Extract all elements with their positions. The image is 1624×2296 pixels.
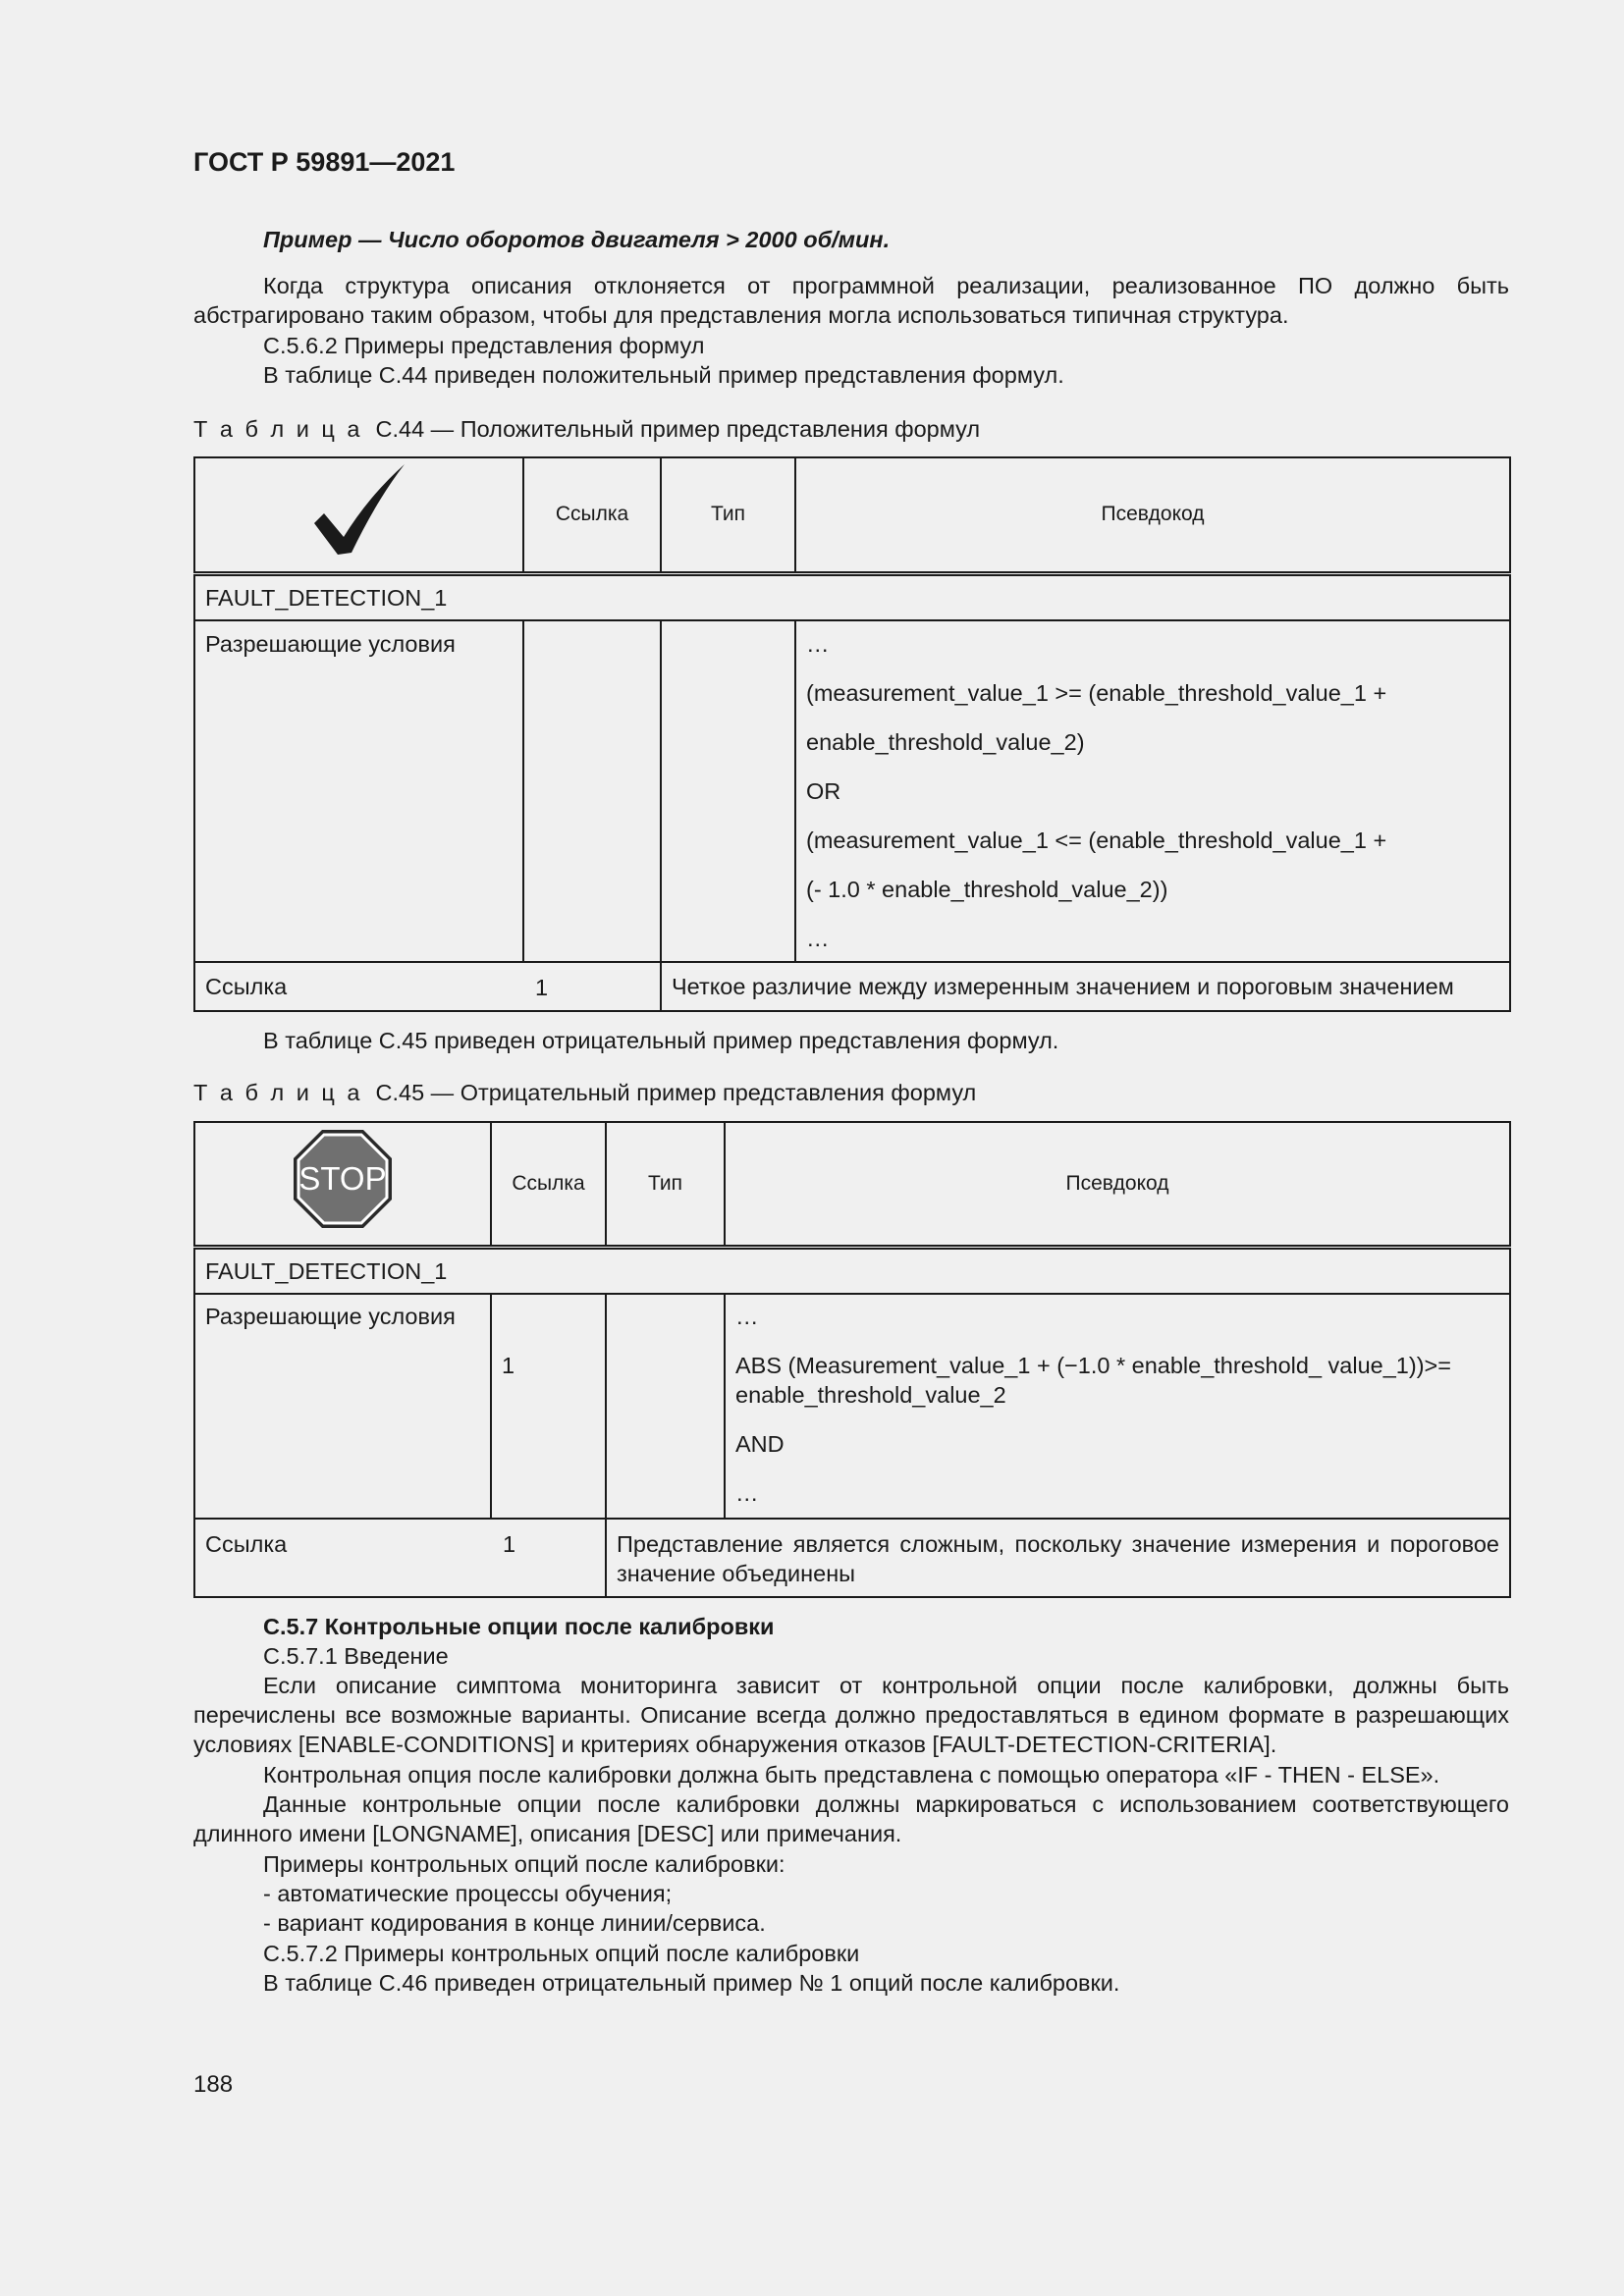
column-header-pseudocode: Псевдокод [725, 1122, 1510, 1247]
type-cell [606, 1294, 725, 1519]
ref-cell: 1 [491, 1294, 606, 1519]
code-line: … [735, 1480, 759, 1506]
ref-number: 1 [503, 1531, 516, 1557]
group-row: FAULT_DETECTION_1 [194, 573, 1510, 620]
example-note: Пример — Число оборотов двигателя > 2000 об/мин. [263, 227, 891, 252]
list-item: - вариант кодирования в конце линии/сервиса. [263, 1910, 766, 1936]
code-line: … [806, 926, 830, 951]
ref-label: Ссылка [205, 974, 288, 999]
code-line: (measurement_value_1 >= (enable_threshold_value_1 + [806, 680, 1387, 706]
caption-prefix: Т а б л и ц а [193, 416, 363, 442]
stop-sign-icon [292, 1128, 394, 1230]
checkmark-icon [310, 462, 408, 559]
ref-label: Ссылка [205, 1531, 288, 1557]
paragraph: Когда структура описания отклоняется от программной реализации, реализованное ПО должно быть абстрагировано таким образом, чтобы для представления могла использоваться типичная структура. [193, 273, 1509, 328]
section-heading: С.5.6.2 Примеры представления формул [263, 333, 705, 358]
paragraph: Контрольная опция после калибровки должна быть представлена с помощью оператора «IF - THEN - ELSE». [263, 1762, 1440, 1788]
section-title: С.5.7 Контрольные опции после калибровки [263, 1614, 775, 1639]
ref-description: Четкое различие между измеренным значением и пороговым значением [661, 962, 1510, 1011]
caption-text: С.44 — Положительный пример представления формул [375, 416, 981, 442]
group-row: FAULT_DETECTION_1 [194, 1247, 1510, 1294]
document-id: ГОСТ Р 59891—2021 [193, 147, 456, 177]
type-cell [661, 620, 795, 962]
column-header-ref: Ссылка [491, 1122, 606, 1247]
table-caption [193, 1078, 976, 1107]
code-line: … [806, 631, 830, 657]
code-line: enable_threshold_value_2) [806, 729, 1085, 755]
negative-marker-cell [194, 1122, 491, 1247]
paragraph: В таблице С.44 приведен положительный пример представления формул. [263, 362, 1064, 388]
ref-cell [523, 620, 661, 962]
ref-description: Представление является сложным, поскольку значение измерения и пороговое значение объединены [606, 1519, 1510, 1597]
table-c44 [193, 456, 1511, 1012]
subsection-heading: С.5.7.2 Примеры контрольных опций после калибровки [263, 1941, 860, 1966]
caption-text: С.45 — Отрицательный пример представления формул [375, 1080, 977, 1105]
code-line: … [735, 1304, 759, 1329]
paragraph: Данные контрольные опции после калибровки должны маркироваться с использованием соответствующего длинного имени [LONGNAME], описания [DESC] или примечания. [193, 1791, 1509, 1846]
row-label: Разрешающие условия [194, 1294, 491, 1519]
ref-number: 1 [535, 975, 549, 1000]
subsection-heading: С.5.7.1 Введение [263, 1643, 449, 1669]
column-header-ref: Ссылка [523, 457, 661, 573]
positive-marker-cell [194, 457, 523, 573]
column-header-pseudocode: Псевдокод [795, 457, 1510, 573]
list-item: - автоматические процессы обучения; [263, 1881, 673, 1906]
page-number: 188 [193, 2071, 234, 2098]
pseudocode-cell [795, 620, 1510, 962]
stop-sign-text: STOP [298, 1160, 387, 1198]
row-label: Разрешающие условия [194, 620, 523, 962]
pseudocode-cell [725, 1294, 1510, 1519]
paragraph: В таблице С.46 приведен отрицательный пример № 1 опций после калибровки. [263, 1970, 1120, 1996]
column-header-type: Тип [661, 457, 795, 573]
code-line: ABS (Measurement_value_1 + (−1.0 * enable_threshold_ value_1))>= enable_threshold_value_2 [735, 1353, 1451, 1408]
paragraph: В таблице С.45 приведен отрицательный пример представления формул. [263, 1028, 1059, 1053]
code-line: (- 1.0 * enable_threshold_value_2)) [806, 877, 1168, 902]
ref-row-label [194, 1519, 606, 1597]
code-line: AND [735, 1431, 785, 1457]
table-c45 [193, 1121, 1511, 1598]
ref-row-label [194, 962, 661, 1011]
caption-prefix: Т а б л и ц а [193, 1080, 363, 1105]
table-caption [193, 414, 980, 444]
paragraph: Если описание симптома мониторинга зависит от контрольной опции после калибровки, должны быть перечислены все возможные варианты. Описание всегда должно предоставляться в едином формате в разрешающих условиях [ENABLE-CONDITIONS] и критериях обнаружения отказов [FAULT-DETECTION-CRITERIA]. [193, 1673, 1509, 1757]
paragraph: Примеры контрольных опций после калибровки: [263, 1851, 785, 1877]
code-line: OR [806, 778, 841, 804]
column-header-type: Тип [606, 1122, 725, 1247]
code-line: (measurement_value_1 <= (enable_threshold_value_1 + [806, 828, 1387, 853]
